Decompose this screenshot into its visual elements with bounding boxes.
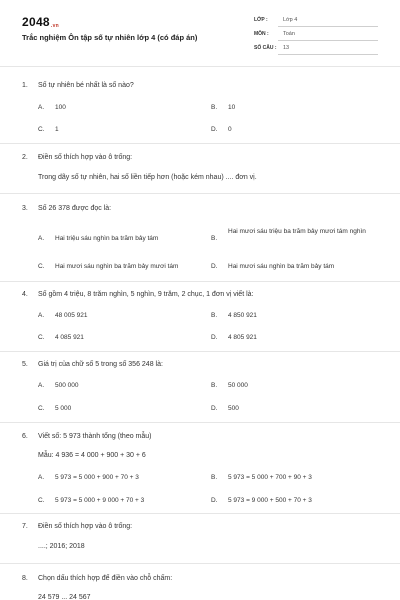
- option-text: 100: [55, 104, 66, 111]
- header-divider: [0, 66, 400, 67]
- question-text: Điền số thích hợp vào ô trống:: [38, 154, 133, 161]
- question-text: Điền số thích hợp vào ô trống:: [38, 523, 133, 530]
- meta-value: Toán: [283, 31, 295, 37]
- question-text: Viết số: 5 973 thành tổng (theo mẫu): [38, 433, 152, 440]
- option-letter: B.: [211, 235, 218, 242]
- question-example: Mẫu: 4 936 = 4 000 + 900 + 30 + 6: [38, 452, 146, 459]
- question-5: [22, 361, 163, 368]
- site-logo[interactable]: [22, 15, 59, 29]
- question-7: [22, 523, 132, 530]
- question-text: Số gồm 4 triệu, 8 trăm nghìn, 5 nghìn, 9 trăm, 2 chục, 1 đơn vị viết là:: [38, 291, 254, 298]
- question-text: Giá trị của chữ số 5 trong số 356 248 là:: [38, 361, 163, 368]
- question-line: Trong dãy số tự nhiên, hai số liền tiếp hơn (hoặc kém nhau) .... đơn vị.: [38, 174, 257, 181]
- option-text: Hai mươi sáu nghìn ba trăm bảy mươi tám: [55, 263, 179, 270]
- question-3: [22, 205, 111, 212]
- question-divider: [0, 193, 400, 194]
- option-text: 5 973 = 5 000 + 900 + 70 + 3: [55, 474, 139, 481]
- option-letter: C.: [38, 334, 45, 341]
- question-number: 3.: [22, 205, 28, 212]
- option-letter: D.: [211, 334, 218, 341]
- question-divider: [0, 513, 400, 514]
- option-letter: B.: [211, 382, 218, 389]
- option-text: Hai mươi sáu nghìn ba trăm bảy tám: [228, 263, 335, 270]
- meta-value: 13: [283, 45, 290, 51]
- option-text: 5 000: [55, 405, 72, 412]
- meta-label: MÔN :: [254, 31, 269, 37]
- meta-underline: [278, 40, 378, 41]
- option-text: 4 850 921: [228, 312, 257, 319]
- option-text: 500: [228, 405, 239, 412]
- option-text: Hai triệu sáu nghìn ba trăm bảy tám: [55, 235, 159, 242]
- question-8: [22, 575, 172, 582]
- question-line: 24 579 ... 24 567: [38, 594, 91, 600]
- option-text: 0: [228, 126, 232, 133]
- option-text: 5 973 = 9 000 + 500 + 70 + 3: [228, 497, 312, 504]
- option-letter: D.: [211, 263, 218, 270]
- option-text: 4 805 921: [228, 334, 257, 341]
- question-2: [22, 154, 132, 161]
- option-letter: B.: [211, 312, 218, 319]
- question-divider: [0, 281, 400, 282]
- option-text: 4 085 921: [55, 334, 84, 341]
- logo-text: 2048: [22, 15, 50, 29]
- question-4: [22, 291, 253, 298]
- meta-subject: [254, 31, 378, 41]
- option-letter: A.: [38, 104, 45, 111]
- option-letter: C.: [38, 263, 45, 270]
- question-number: 2.: [22, 154, 28, 161]
- option-letter: C.: [38, 405, 45, 412]
- option-letter: D.: [211, 126, 218, 133]
- option-letter: C.: [38, 497, 45, 504]
- option-text: 5 973 = 5 000 + 9 000 + 70 + 3: [55, 497, 145, 504]
- question-divider: [0, 422, 400, 423]
- meta-grade: [254, 17, 378, 27]
- question-line: ....; 2016; 2018: [38, 543, 85, 550]
- option-letter: D.: [211, 405, 218, 412]
- question-number: 5.: [22, 361, 28, 368]
- question-1: [22, 82, 134, 89]
- option-letter: D.: [211, 497, 218, 504]
- option-text: 50 000: [228, 382, 248, 389]
- option-text: 10: [228, 104, 236, 111]
- option-letter: B.: [211, 104, 218, 111]
- question-number: 6.: [22, 433, 28, 440]
- question-number: 8.: [22, 575, 28, 582]
- meta-label: SỐ CÂU :: [254, 45, 277, 51]
- option-text: 48 005 921: [55, 312, 88, 319]
- page-header: [0, 0, 400, 62]
- question-text: Chọn dấu thích hợp để điền vào chỗ chấm:: [38, 575, 173, 582]
- meta-label: LỚP :: [254, 17, 268, 23]
- option-letter: A.: [38, 235, 45, 242]
- meta-underline: [278, 54, 378, 55]
- logo-suffix: .vn: [50, 23, 60, 29]
- question-divider: [0, 563, 400, 564]
- meta-question-count: [254, 45, 378, 55]
- question-divider: [0, 143, 400, 144]
- question-text: Số 26 378 được đọc là:: [38, 205, 112, 212]
- option-letter: A.: [38, 474, 45, 481]
- meta-underline: [278, 26, 378, 27]
- question-6: [22, 433, 152, 440]
- page-title: Trắc nghiệm Ôn tập số tự nhiên lớp 4 (có đáp án): [22, 33, 198, 42]
- question-number: 7.: [22, 523, 28, 530]
- option-letter: C.: [38, 126, 45, 133]
- question-divider: [0, 351, 400, 352]
- option-letter: A.: [38, 312, 45, 319]
- option-letter: A.: [38, 382, 45, 389]
- option-text: 500 000: [55, 382, 79, 389]
- meta-value: Lớp 4: [283, 17, 298, 23]
- option-letter: B.: [211, 474, 218, 481]
- option-text: 5 973 = 5 000 + 700 + 90 + 3: [228, 474, 312, 481]
- question-number: 4.: [22, 291, 28, 298]
- option-text: Hai mươi sáu triệu ba trăm bảy mươi tám nghìn: [228, 228, 366, 235]
- option-text: 1: [55, 126, 59, 133]
- question-number: 1.: [22, 82, 28, 89]
- question-text: Số tự nhiên bé nhất là số nào?: [38, 82, 134, 89]
